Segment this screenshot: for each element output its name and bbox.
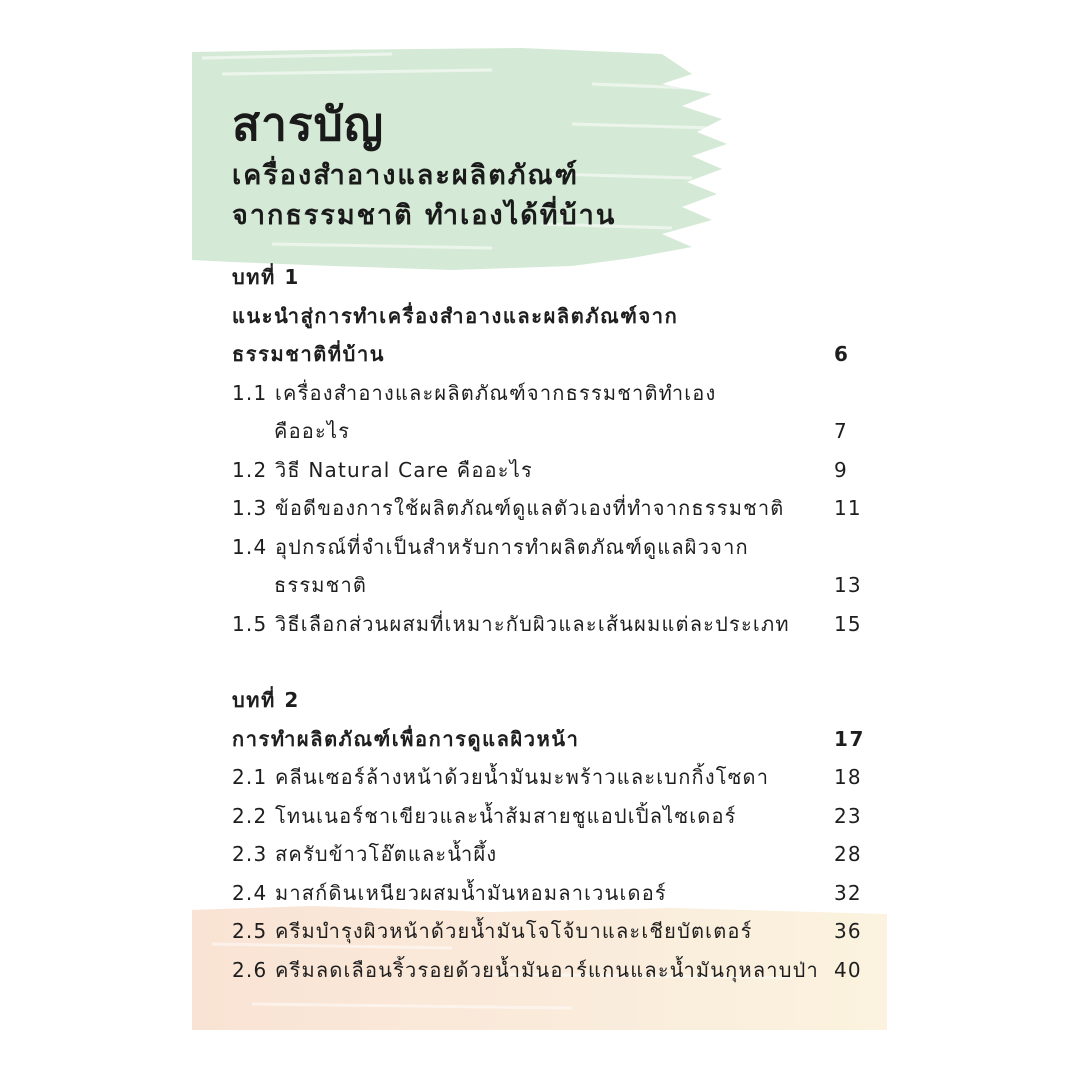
toc-entry-1-1[interactable]: 1.1 เครื่องสำอางและผลิตภัณฑ์จากธรรมชาติทำเอง xyxy=(232,380,717,405)
page-subtitle xyxy=(232,156,616,236)
chapter-1-label: บทที่ 1 xyxy=(232,265,300,289)
toc-entry-1-2[interactable]: 1.2 วิธี Natural Care คืออะไร 9 xyxy=(232,451,862,490)
toc-entry-1-4-cont[interactable]: ธรรมชาติ 13 xyxy=(232,566,862,605)
page-number: 7 xyxy=(834,419,848,443)
toc-entry-1-3[interactable]: 1.3 ข้อดีของการใช้ผลิตภัณฑ์ดูแลตัวเองที่ทำจากธรรมชาติ 11 xyxy=(232,489,862,528)
page-number: 9 xyxy=(834,457,848,482)
page-number: 36 xyxy=(834,919,862,943)
toc-entry-2-1[interactable]: 2.1 คลีนเซอร์ล้างหน้าด้วยน้ำมันมะพร้าวและเบกกิ้งโซดา 18 xyxy=(232,758,862,797)
page-number: 13 xyxy=(834,573,862,597)
toc-entry-2-3[interactable]: 2.3 สครับข้าวโอ๊ตและน้ำผึ้ง 28 xyxy=(232,835,862,874)
subtitle-line-1: เครื่องสำอางและผลิตภัณฑ์ xyxy=(232,160,580,191)
toc-entry-1-4[interactable]: 1.4 อุปกรณ์ที่จำเป็นสำหรับการทำผลิตภัณฑ์ดูแลผิวจาก xyxy=(232,534,749,559)
subtitle-line-2: จากธรรมชาติ ทำเองได้ที่บ้าน xyxy=(232,200,617,231)
toc-entry-1-5[interactable]: 1.5 วิธีเลือกส่วนผสมที่เหมาะกับผิวและเส้นผมแต่ละประเภท 15 xyxy=(232,605,862,644)
toc-entry-2-2[interactable]: 2.2 โทนเนอร์ชาเขียวและน้ำส้มสายชูแอปเปิ้ลไซเดอร์ 23 xyxy=(232,797,862,836)
page-number: 18 xyxy=(834,765,862,789)
page-number: 23 xyxy=(834,803,862,828)
chapter-2-label: บทที่ 2 xyxy=(232,688,300,712)
page-number: 40 xyxy=(834,957,862,982)
table-of-contents xyxy=(232,258,866,989)
page-number: 11 xyxy=(834,496,862,520)
chapter-1-title-line-2: ธรรมชาติที่บ้าน 6 xyxy=(232,335,862,374)
toc-entry-2-4[interactable]: 2.4 มาสก์ดินเหนียวผสมน้ำมันหอมลาเวนเดอร์ 32 xyxy=(232,874,862,913)
toc-page xyxy=(192,44,887,1030)
page-number: 32 xyxy=(834,880,862,905)
toc-entry-2-6[interactable]: 2.6 ครีมลดเลือนริ้วรอยด้วยน้ำมันอาร์แกนและน้ำมันกุหลาบป่า 40 xyxy=(232,951,862,990)
page-number: 6 xyxy=(834,342,850,366)
toc-entry-2-5[interactable]: 2.5 ครีมบำรุงผิวหน้าด้วยน้ำมันโจโจ้บาและเชียบัตเตอร์ 36 xyxy=(232,912,862,951)
chapter-spacer xyxy=(232,643,862,681)
page-number: 15 xyxy=(834,611,862,636)
page-number: 17 xyxy=(834,726,866,751)
page-title: สารบัญ xyxy=(232,97,385,151)
toc-entry-1-1-cont[interactable]: คืออะไร 7 xyxy=(232,412,862,451)
page-number: 28 xyxy=(834,842,862,866)
chapter-1-title-line-1: แนะนำสู่การทำเครื่องสำอางและผลิตภัณฑ์จาก xyxy=(232,303,679,328)
chapter-2-title: การทำผลิตภัณฑ์เพื่อการดูแลผิวหน้า 17 xyxy=(232,720,862,759)
